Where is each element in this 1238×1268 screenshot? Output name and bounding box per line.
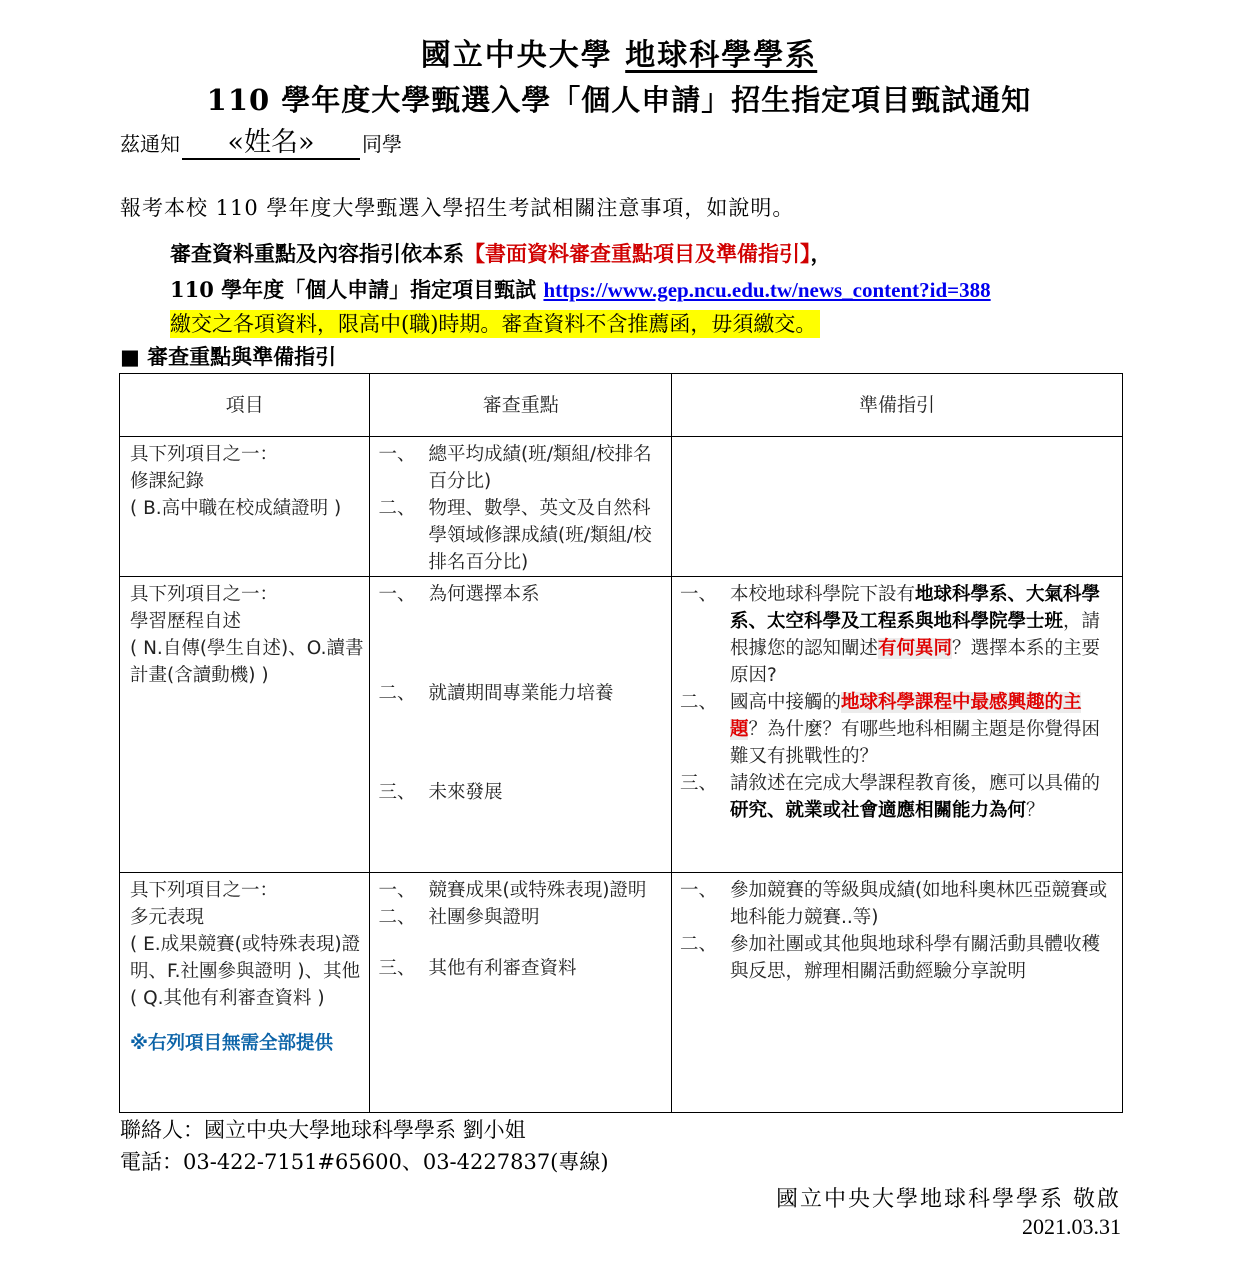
news-link[interactable]: https://www.gep.ncu.edu.tw/news_content?id=388: [543, 278, 991, 302]
review-guide-table: [119, 373, 1123, 1113]
table-row: [120, 437, 1123, 577]
row3-guide: 一、 參加競賽的等級與成績(如地科奧林匹亞競賽或地科能力競賽..等) 二、 參加社團或其他與地球科學有關活動具體收穫與反思，辦理相關活動經驗分享說明: [679, 880, 1108, 982]
contact-phone: 電話：03-422-7151#65600、03-4227837(專線): [120, 1150, 609, 1174]
date: 2021.03.31: [1022, 1214, 1121, 1239]
notice-line: 茲通知 «姓名» 同學: [120, 127, 402, 158]
instruction-line-1: 審查資料重點及內容指引依本系【書面資料審查重點項目及準備指引】，: [170, 241, 832, 266]
table-header-row: [120, 374, 1123, 437]
row1-focus: 一、 總平均成績(班/類組/校排名百分比) 二、 物理、數學、英文及自然科學領域修課成績(班/類組/校排名百分比): [378, 444, 652, 573]
row1-item: 具下列項目之一： 修課紀錄 ( B.高中職在校成績證明 ): [130, 444, 342, 519]
row3-item: 具下列項目之一： 多元表現 ( E.成果競賽(或特殊表現)證明、F.社團參與證明 )、其他 ( Q.其他有利審查資料 ) ※右列項目無需全部提供: [120, 873, 369, 1057]
header-item: 項目: [120, 374, 370, 437]
table-row: [120, 577, 1123, 873]
instruction-line-3: [170, 308, 820, 338]
row1-guide-empty: [671, 437, 1122, 577]
contact-person: 聯絡人：國立中央大學地球科學學系 劉小姐: [120, 1118, 526, 1142]
row2-guide: 一、 本校地球科學院下設有地球科學系、大氣科學系、太空科學及工程系與地科學院學士班，請根據您的認知闡述有何異同？選擇本系的主要原因? 二、 國高中接觸的地球科學課程中最感興趣的主題？為什麼？有哪些地科相關主題是你覺得困難又有挑戰性的？ 三、 請敘述在完成大學課程教育後，應可以具備的研究、就業或社會適應相關能力為何？: [679, 584, 1100, 821]
table-row: [120, 873, 1123, 1113]
row2-item: 具下列項目之一： 學習歷程自述 ( N.自傳(學生自述)、O.讀書計畫(含讀動機) ): [130, 584, 364, 686]
row3-focus: 一、 競賽成果(或特殊表現)證明 二、 社團參與證明 三、 其他有利審查資料: [378, 880, 647, 979]
highlight-note: 繳交之各項資料，限高中(職)時期。審查資料不含推薦函，毋須繳交。: [170, 310, 820, 338]
row2-focus: 一、 為何選擇本系 二、 就讀期間專業能力培養 三、 未來發展: [378, 584, 614, 803]
note-text: ※右列項目無需全部提供: [130, 1033, 333, 1054]
page-title: 國立中央大學 地球科學學系: [420, 38, 818, 73]
instruction-line-2: 110 學年度「個人申請」指定項目甄試 https://www.gep.ncu.edu.tw/news_content?id=388: [170, 277, 991, 302]
header-guide: 準備指引: [671, 374, 1122, 437]
intro-text: 報考本校 110 學年度大學甄選入學招生考試相關注意事項，如說明。: [120, 196, 795, 220]
department-name: 地球科學學系: [625, 38, 818, 73]
section-title: ■ 審查重點與準備指引: [120, 345, 337, 369]
header-focus: 審查重點: [370, 374, 671, 437]
signature: 國立中央大學地球科學學系 敬啟: [776, 1187, 1121, 1212]
student-name-field: «姓名»: [182, 128, 360, 160]
page-subtitle: 110 學年度大學甄選入學「個人申請」招生指定項目甄試通知: [206, 83, 1032, 117]
